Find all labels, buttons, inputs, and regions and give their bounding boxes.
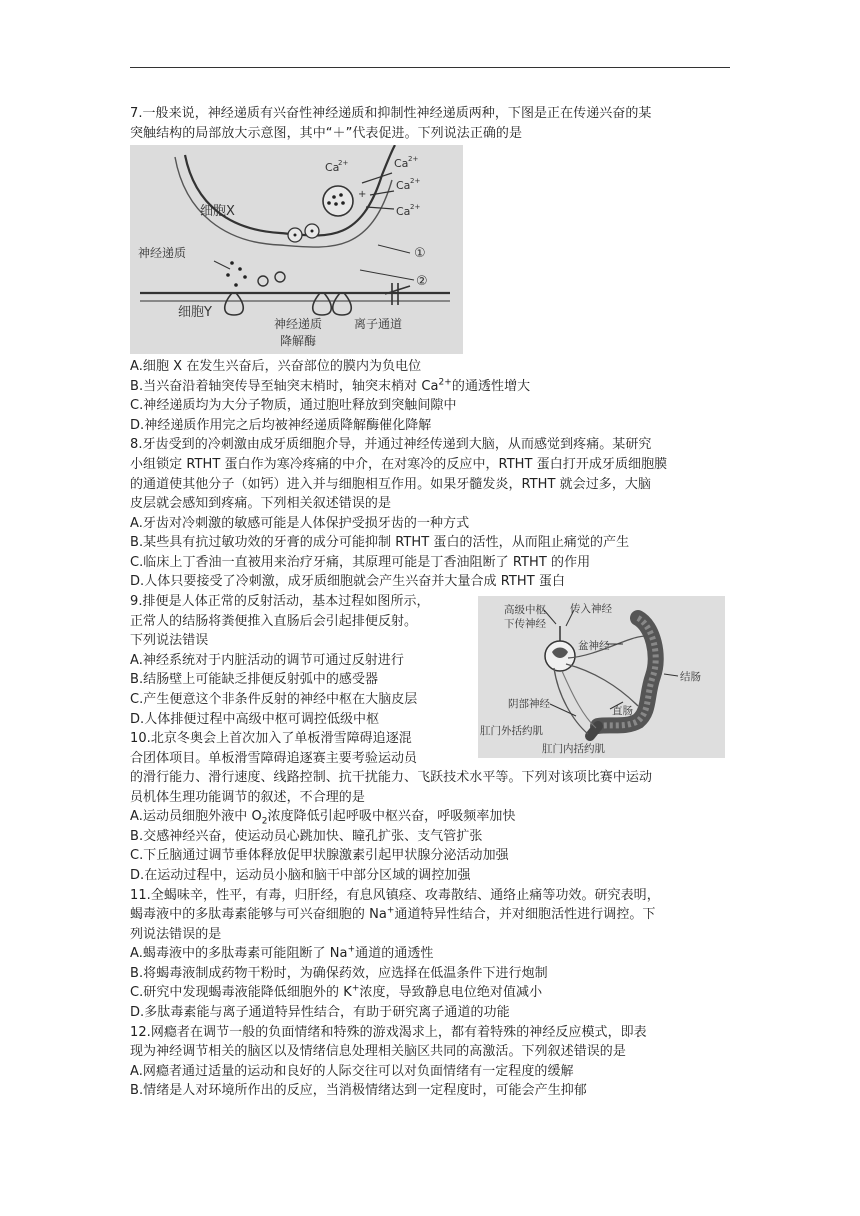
ion-channel-label: 离子通道 bbox=[354, 317, 403, 331]
q8-option-d: D.人体只要接受了冷刺激，成牙质细胞就会产生兴奋并大量合成 RTHT 蛋白 bbox=[130, 574, 566, 589]
q8-option-a: A.牙齿对冷刺激的敏感可能是人体保护受损牙齿的一种方式 bbox=[130, 516, 470, 531]
q9-option-d: D.人体排便过程中高级中枢可调控低级中枢 bbox=[130, 712, 380, 727]
enzyme-shape bbox=[258, 276, 268, 286]
q9-option-b: B.结肠壁上可能缺乏排便反射弧中的感受器 bbox=[130, 672, 379, 687]
q10-stem-line3: 的滑行能力、滑行速度、线路控制、抗干扰能力、飞跃技术水平等。下列对该项比赛中运动 bbox=[130, 770, 653, 785]
pudendal-nerve-label: 阴部神经 bbox=[508, 698, 550, 710]
q8-option-c: C.临床上丁香油一直被用来治疗牙痛，其原理可能是丁香油阻断了 RTHT 的作用 bbox=[130, 555, 591, 570]
plus-sign: + bbox=[358, 189, 367, 200]
afferent-nerve-label: 传入神经 bbox=[570, 603, 612, 615]
cell-x-label: 细胞X bbox=[200, 204, 235, 219]
high-center-label: 高级中枢 bbox=[504, 604, 546, 616]
q8-option-b: B.某些具有抗过敏功效的牙膏的成分可能抑制 RTHT 蛋白的活性，从而阻止痛觉的产生 bbox=[130, 535, 630, 550]
q11-option-b: B.将蝎毒液制成药物干粉时，为确保药效，应选择在低温条件下进行炮制 bbox=[130, 966, 548, 981]
ca-label-4: Ca bbox=[396, 205, 411, 218]
q12-option-b: B.情绪是人对环境所作出的反应，当消极情绪达到一定程度时，可能会产生抑郁 bbox=[130, 1083, 587, 1098]
q10-stem-line2: 合团体项目。单板滑雪障碍追逐赛主要考验运动员 bbox=[130, 751, 418, 766]
q11-option-a: A.蝎毒液中的多肽毒素可能阻断了 Na+通道的通透性 bbox=[130, 944, 434, 961]
ca-label-2: Ca bbox=[394, 157, 409, 170]
q11-stem-line1: 11.全蝎味辛，性平，有毒，归肝经，有息风镇痉、攻毒散结、通络止痛等功效。研究表明， bbox=[130, 888, 660, 903]
header-rule bbox=[130, 67, 730, 68]
q11-option-c: C.研究中发现蝎毒液能降低细胞外的 K+浓度，导致静息电位绝对值减小 bbox=[130, 983, 543, 1000]
synapse-figure bbox=[130, 145, 463, 354]
ca-sup: 2+ bbox=[338, 159, 349, 167]
q8-stem-line4: 皮层就会感知到疼痛。下列相关叙述错误的是 bbox=[130, 496, 392, 511]
q7-stem-line1: 7.一般来说，神经递质有兴奋性神经递质和抑制性神经递质两种，下图是正在传递兴奋的某 bbox=[130, 106, 652, 121]
q8-stem-line1: 8.牙齿受到的冷刺激由成牙质细胞介导，并通过神经传递到大脑，从而感觉到疼痛。某研究 bbox=[130, 437, 652, 452]
rectum-shape bbox=[590, 726, 598, 736]
rectum-label: 直肠 bbox=[612, 705, 633, 717]
q12-stem-line1: 12.网瘾者在调节一般的负面情绪和特殊的游戏渴求上，都有着特殊的神经反应模式，即表 bbox=[130, 1025, 647, 1040]
q7-option-a: A.细胞 X 在发生兴奋后，兴奋部位的膜内为负电位 bbox=[130, 359, 422, 374]
enzyme-label-line2: 降解酶 bbox=[280, 334, 317, 348]
q10-stem-line4: 员机体生理功能调节的叙述，不合理的是 bbox=[130, 790, 365, 805]
q10-option-c: C.下丘脑通过调节垂体释放促甲状腺激素引起甲状腺分泌活动加强 bbox=[130, 848, 509, 863]
ca-sup-2: 2+ bbox=[408, 155, 419, 163]
q10-option-a: A.运动员细胞外液中 $O_2$浓度降低引起呼吸中枢兴奋，呼吸频率加快 bbox=[130, 809, 516, 827]
q10-option-d: D.在运动过程中，运动员小脑和脑干中部分区域的调控加强 bbox=[130, 868, 471, 883]
q7-option-c: C.神经递质均为大分子物质，通过胞吐释放到突触间隙中 bbox=[130, 398, 457, 413]
q9-stem-line1: 9.排便是人体正常的反射活动，基本过程如图所示， bbox=[130, 594, 430, 609]
cell-y-label: 细胞Y bbox=[178, 305, 212, 320]
q7-option-b: B.当兴奋沿着轴突传导至轴突末梢时，轴突末梢对 $Ca^{2+}$的通透性增大 bbox=[130, 377, 531, 394]
q9-stem-line3: 下列说法错误 bbox=[130, 633, 209, 648]
q12-stem-line2: 现为神经调节相关的脑区以及情绪信息处理相关脑区共同的高激活。下列叙述错误的是 bbox=[130, 1044, 626, 1059]
colon-label: 结肠 bbox=[680, 671, 701, 683]
q11-stem-line3: 列说法错误的是 bbox=[130, 927, 222, 942]
internal-sphincter-label: 肛门内括约肌 bbox=[542, 743, 605, 755]
ca-label: Ca bbox=[325, 161, 340, 174]
defecation-reflex-figure bbox=[478, 596, 725, 758]
ca-sup-4: 2+ bbox=[410, 203, 421, 211]
external-sphincter-label: 肛门外括约肌 bbox=[480, 725, 543, 737]
q12-option-a: A.网瘾者通过适量的运动和良好的人际交往可以对负面情绪有一定程度的缓解 bbox=[130, 1064, 574, 1079]
q10-stem-line1: 10.北京冬奥会上首次加入了单板滑雪障碍追逐混 bbox=[130, 731, 412, 746]
q7-stem-line2: 突触结构的局部放大示意图，其中“＋”代表促进。下列说法正确的是 bbox=[130, 126, 523, 141]
synapse-diagram bbox=[130, 145, 463, 354]
q9-option-a: A.神经系统对于内脏活动的调节可通过反射进行 bbox=[130, 653, 404, 668]
q9-option-c: C.产生便意这个非条件反射的神经中枢在大脑皮层 bbox=[130, 692, 418, 707]
q11-option-d: D.多肽毒素能与离子通道特异性结合，有助于研究离子通道的功能 bbox=[130, 1005, 510, 1020]
ca-label-3: Ca bbox=[396, 179, 411, 192]
synaptic-vesicle bbox=[323, 186, 353, 216]
ca-sup-3: 2+ bbox=[410, 177, 421, 185]
descending-nerve-label: 下传神经 bbox=[504, 618, 546, 630]
q10-option-b: B.交感神经兴奋，使运动员心跳加快、瞳孔扩张、支气管扩张 bbox=[130, 829, 483, 844]
pelvic-nerve-label: 盆神经 bbox=[578, 640, 610, 652]
defecation-diagram bbox=[478, 596, 725, 758]
receptor-shape bbox=[225, 293, 244, 315]
marker-2: ② bbox=[416, 274, 428, 289]
q8-stem-line3: 的通道使其他分子（如钙）进入并与细胞相互作用。如果牙髓发炎，RTHT 就会过多，大脑 bbox=[130, 477, 651, 492]
q7-option-d: D.神经递质作用完之后均被神经递质降解酶催化降解 bbox=[130, 418, 432, 433]
q9-stem-line2: 正常人的结肠将粪便推入直肠后会引起排便反射。 bbox=[130, 614, 418, 629]
q8-stem-line2: 小组锁定 RTHT 蛋白作为寒冷疼痛的中介，在对寒冷的反应中，RTHT 蛋白打开成牙质细胞膜 bbox=[130, 457, 668, 472]
enzyme-label-line1: 神经递质 bbox=[274, 317, 323, 331]
q11-stem-line2: 蝎毒液中的多肽毒素能够与可兴奋细胞的 Na+通道特异性结合，并对细胞活性进行调控。下 bbox=[130, 905, 656, 922]
marker-1: ① bbox=[414, 246, 426, 261]
transmitter-label: 神经递质 bbox=[138, 246, 187, 260]
